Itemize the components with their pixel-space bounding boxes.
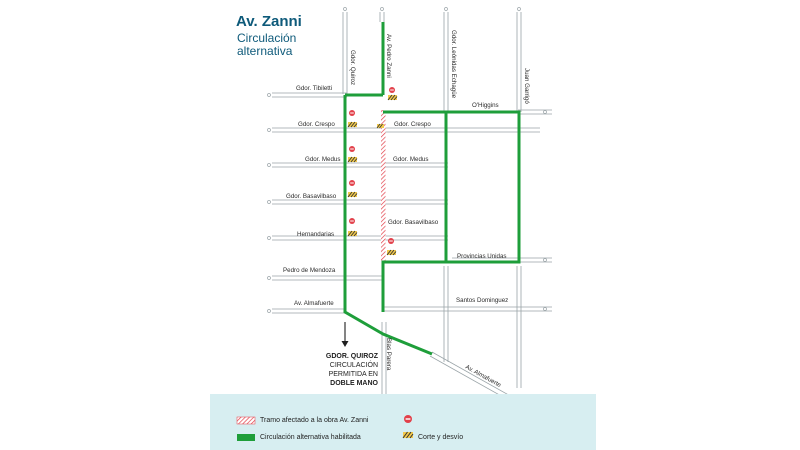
page-title: Av. Zanni bbox=[236, 13, 302, 30]
note-line-1: GDOR. QUIROZ bbox=[325, 353, 378, 360]
subtitle-line-2: alternativa bbox=[237, 44, 293, 58]
street-label-quiroz: Gdor. Quiroz bbox=[349, 50, 356, 86]
street-label-basavilbaso-east: Gdor. Basavilbaso bbox=[388, 219, 439, 226]
barrier-icon bbox=[403, 432, 413, 438]
street-label-echague: Gdor. Leónidas Echagüe bbox=[450, 30, 457, 99]
street-label-santos-dominguez: Santos Dominguez bbox=[456, 297, 509, 304]
street-label-crespo-west: Gdor. Crespo bbox=[298, 121, 335, 128]
street-label-hernandarias: Hernandarias bbox=[297, 231, 335, 238]
legend-swatch-alternative bbox=[237, 434, 255, 441]
street-label-medus-east: Gdor. Medus bbox=[393, 156, 429, 163]
street-label-ohiggins: O'Higgins bbox=[472, 102, 499, 109]
legend-closure-icons bbox=[403, 415, 413, 438]
street-label-pedro-de-mendoza: Pedro de Mendoza bbox=[283, 267, 336, 274]
note-line-3: PERMITIDA EN bbox=[328, 371, 378, 378]
street-label-crespo-east: Gdor. Crespo bbox=[394, 121, 431, 128]
legend-label-closure: Corte y desvío bbox=[418, 434, 464, 441]
note-line-2: CIRCULACIÓN bbox=[329, 362, 378, 369]
legend-swatch-affected bbox=[237, 417, 255, 424]
note-line-4: DOBLE MANO bbox=[330, 380, 378, 387]
street-label-almafuerte-west: Av. Almafuerte bbox=[294, 300, 334, 307]
street-label-almafuerte-diagonal: Av. Almafuerte bbox=[464, 363, 503, 389]
street-label-blas-parera: Blas Parera bbox=[385, 338, 392, 371]
street-label-garrigo: Juan Garrigó bbox=[523, 68, 530, 104]
street-label-tibiletti: Gdor. Tibiletti bbox=[296, 85, 333, 92]
street-label-basavilbaso-west: Gdor. Basavilbaso bbox=[286, 193, 337, 200]
street-label-provincias-unidas: Provincias Unidas bbox=[457, 253, 507, 260]
street-label-pedro-zanni: Av. Pedro Zanni bbox=[385, 34, 392, 78]
subtitle-line-1: Circulación bbox=[237, 31, 297, 45]
legend-label-affected: Tramo afectado a la obra Av. Zanni bbox=[260, 417, 369, 424]
legend-label-alternative: Circulación alternativa habilitada bbox=[260, 434, 361, 441]
street-label-medus-west: Gdor. Medus bbox=[305, 156, 341, 163]
